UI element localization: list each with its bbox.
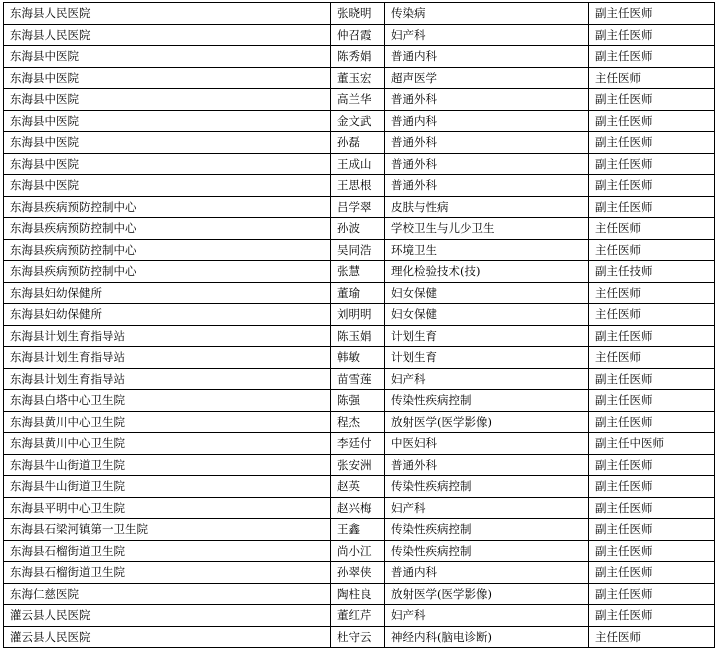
cell-specialty: 传染性疾病控制 [385,390,589,412]
cell-specialty: 传染病 [385,3,589,25]
cell-specialty: 妇产科 [385,368,589,390]
cell-name: 王鑫 [331,519,385,541]
cell-specialty: 环境卫生 [385,239,589,261]
cell-hospital: 东海县中医院 [4,110,331,132]
table-row [4,239,715,261]
table-row [4,89,715,111]
cell-title: 副主任医师 [589,46,715,68]
cell-specialty: 妇产科 [385,497,589,519]
cell-title: 副主任医师 [589,605,715,627]
cell-name: 高兰华 [331,89,385,111]
cell-specialty: 学校卫生与儿少卫生 [385,218,589,240]
cell-hospital: 东海县妇幼保健所 [4,304,331,326]
table-row [4,347,715,369]
table-row [4,132,715,154]
table-row [4,218,715,240]
cell-name: 仲召霞 [331,24,385,46]
table-row [4,519,715,541]
table-row [4,476,715,498]
cell-hospital: 东海县妇幼保健所 [4,282,331,304]
cell-specialty: 普通内科 [385,110,589,132]
cell-name: 张晓明 [331,3,385,25]
table-row [4,282,715,304]
cell-name: 陈玉娟 [331,325,385,347]
cell-title: 副主任医师 [589,497,715,519]
cell-specialty: 传染性疾病控制 [385,540,589,562]
table-row [4,583,715,605]
cell-hospital: 东海县平明中心卫生院 [4,497,331,519]
cell-hospital: 东海县中医院 [4,46,331,68]
cell-title: 副主任医师 [589,24,715,46]
cell-title: 主任医师 [589,67,715,89]
cell-name: 吴同浩 [331,239,385,261]
cell-specialty: 妇产科 [385,605,589,627]
cell-title: 副主任医师 [589,196,715,218]
cell-hospital: 东海县中医院 [4,132,331,154]
cell-title: 副主任医师 [589,132,715,154]
cell-name: 尚小江 [331,540,385,562]
cell-hospital: 东海县疾病预防控制中心 [4,261,331,283]
cell-hospital: 东海县计划生育指导站 [4,368,331,390]
cell-specialty: 计划生育 [385,325,589,347]
table-row [4,325,715,347]
table-row [4,67,715,89]
cell-name: 董玉宏 [331,67,385,89]
cell-hospital: 东海县石榴街道卫生院 [4,540,331,562]
cell-name: 苗雪莲 [331,368,385,390]
cell-title: 主任医师 [589,218,715,240]
cell-title: 副主任医师 [589,325,715,347]
cell-hospital: 东海县中医院 [4,89,331,111]
cell-name: 杜守云 [331,626,385,648]
cell-title: 主任医师 [589,239,715,261]
cell-name: 孙磊 [331,132,385,154]
cell-hospital: 东海县牛山街道卫生院 [4,454,331,476]
cell-title: 副主任技师 [589,261,715,283]
cell-name: 王思根 [331,175,385,197]
cell-name: 赵英 [331,476,385,498]
cell-name: 董瑜 [331,282,385,304]
table-row [4,196,715,218]
cell-title: 副主任医师 [589,89,715,111]
cell-title: 主任医师 [589,347,715,369]
cell-specialty: 理化检验技术(技) [385,261,589,283]
cell-title: 副主任医师 [589,368,715,390]
cell-title: 副主任医师 [589,390,715,412]
cell-name: 董红芹 [331,605,385,627]
cell-specialty: 普通外科 [385,132,589,154]
cell-name: 赵兴梅 [331,497,385,519]
table-row [4,304,715,326]
table-row [4,454,715,476]
cell-name: 刘明明 [331,304,385,326]
cell-hospital: 东海县石榴街道卫生院 [4,562,331,584]
cell-title: 副主任医师 [589,153,715,175]
table-row [4,46,715,68]
table-row [4,390,715,412]
cell-hospital: 东海县中医院 [4,67,331,89]
cell-title: 副主任医师 [589,411,715,433]
cell-name: 李廷付 [331,433,385,455]
table-row [4,3,715,25]
table-row [4,411,715,433]
cell-hospital: 灌云县人民医院 [4,626,331,648]
table-body [4,3,715,648]
cell-name: 张慧 [331,261,385,283]
cell-specialty: 妇女保健 [385,282,589,304]
table-row [4,175,715,197]
cell-name: 吕学翠 [331,196,385,218]
cell-title: 副主任医师 [589,476,715,498]
table-row [4,626,715,648]
table-row [4,605,715,627]
table-row [4,433,715,455]
cell-name: 陶柱良 [331,583,385,605]
cell-specialty: 放射医学(医学影像) [385,583,589,605]
cell-hospital: 东海县白塔中心卫生院 [4,390,331,412]
cell-hospital: 东海县疾病预防控制中心 [4,239,331,261]
cell-hospital: 东海县人民医院 [4,3,331,25]
cell-name: 韩敏 [331,347,385,369]
table-row [4,562,715,584]
cell-hospital: 东海县中医院 [4,153,331,175]
cell-specialty: 传染性疾病控制 [385,519,589,541]
cell-name: 张安洲 [331,454,385,476]
cell-title: 主任医师 [589,626,715,648]
cell-specialty: 超声医学 [385,67,589,89]
cell-hospital: 灌云县人民医院 [4,605,331,627]
cell-title: 副主任医师 [589,175,715,197]
table-row [4,497,715,519]
roster-table [3,2,715,648]
cell-title: 副主任医师 [589,3,715,25]
cell-title: 副主任医师 [589,519,715,541]
cell-specialty: 普通外科 [385,153,589,175]
cell-specialty: 放射医学(医学影像) [385,411,589,433]
table-row [4,368,715,390]
cell-specialty: 中医妇科 [385,433,589,455]
cell-hospital: 东海县计划生育指导站 [4,347,331,369]
table-row [4,261,715,283]
cell-name: 陈强 [331,390,385,412]
cell-title: 主任医师 [589,282,715,304]
cell-name: 程杰 [331,411,385,433]
cell-hospital: 东海县中医院 [4,175,331,197]
cell-specialty: 神经内科(脑电诊断) [385,626,589,648]
cell-hospital: 东海县人民医院 [4,24,331,46]
cell-hospital: 东海县疾病预防控制中心 [4,218,331,240]
cell-hospital: 东海县牛山街道卫生院 [4,476,331,498]
cell-specialty: 普通外科 [385,89,589,111]
cell-hospital: 东海县黄川中心卫生院 [4,433,331,455]
cell-specialty: 计划生育 [385,347,589,369]
cell-title: 副主任医师 [589,110,715,132]
table-row [4,110,715,132]
cell-name: 孙波 [331,218,385,240]
cell-name: 孙翠侠 [331,562,385,584]
table-row [4,153,715,175]
cell-specialty: 普通内科 [385,562,589,584]
cell-title: 副主任医师 [589,540,715,562]
cell-specialty: 普通外科 [385,175,589,197]
cell-hospital: 东海县石梁河镇第一卫生院 [4,519,331,541]
table-row [4,540,715,562]
table-row [4,24,715,46]
cell-specialty: 传染性疾病控制 [385,476,589,498]
cell-title: 副主任中医师 [589,433,715,455]
cell-title: 主任医师 [589,304,715,326]
cell-hospital: 东海县黄川中心卫生院 [4,411,331,433]
cell-name: 王成山 [331,153,385,175]
cell-specialty: 皮肤与性病 [385,196,589,218]
cell-name: 陈秀娟 [331,46,385,68]
cell-hospital: 东海仁慈医院 [4,583,331,605]
cell-hospital: 东海县计划生育指导站 [4,325,331,347]
cell-title: 副主任医师 [589,562,715,584]
cell-title: 副主任医师 [589,454,715,476]
cell-specialty: 妇女保健 [385,304,589,326]
cell-name: 金文武 [331,110,385,132]
cell-hospital: 东海县疾病预防控制中心 [4,196,331,218]
cell-specialty: 普通外科 [385,454,589,476]
cell-specialty: 妇产科 [385,24,589,46]
cell-title: 副主任医师 [589,583,715,605]
cell-specialty: 普通内科 [385,46,589,68]
